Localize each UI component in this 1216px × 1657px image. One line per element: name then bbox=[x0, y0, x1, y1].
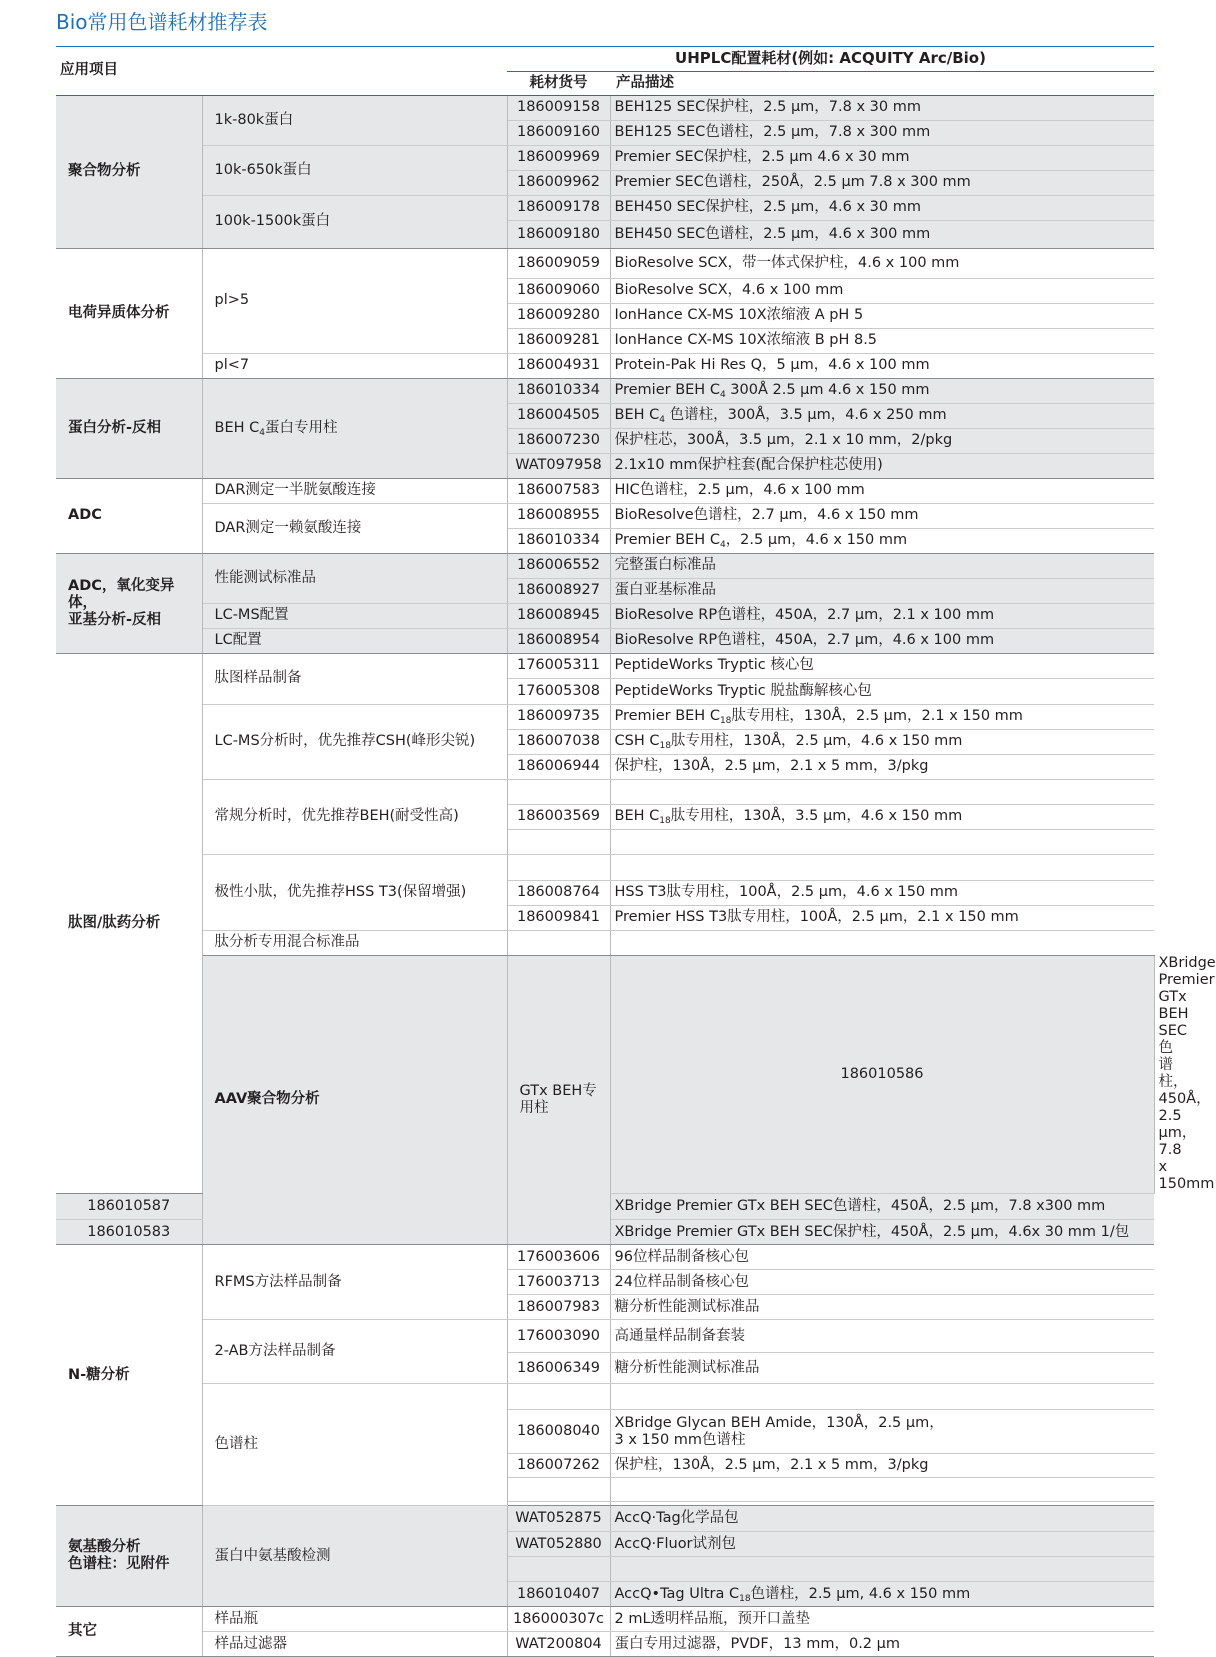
application-cell: pl>5 bbox=[202, 248, 507, 353]
table-row bbox=[56, 628, 1154, 653]
description-cell: Premier SEC保护柱，2.5 μm 4.6 x 30 mm bbox=[610, 145, 1154, 170]
description-cell: Premier HSS T3肽专用柱，100Å，2.5 μm，2.1 x 150 mm bbox=[610, 905, 1154, 930]
part-number-cell: 186008764 bbox=[507, 880, 610, 905]
part-number-cell: 186009735 bbox=[507, 704, 610, 729]
part-number-cell: 176003606 bbox=[507, 1245, 610, 1270]
application-cell: 2-AB方法样品制备 bbox=[202, 1320, 507, 1384]
application-cell: pl<7 bbox=[202, 353, 507, 378]
application-cell: 肽图样品制备 bbox=[202, 653, 507, 704]
description-cell: 2 mL透明样品瓶，预开口盖垫 bbox=[610, 1607, 1154, 1632]
column-header-description: 产品描述 bbox=[610, 71, 1154, 95]
application-cell: 1k-80k蛋白 bbox=[202, 95, 507, 145]
table-row bbox=[56, 1632, 1154, 1657]
category-cell: 蛋白分析-反相 bbox=[56, 378, 202, 478]
part-number-cell bbox=[507, 1557, 610, 1582]
part-number-cell: 186009178 bbox=[507, 195, 610, 220]
category-cell: N-糖分析 bbox=[56, 1245, 202, 1506]
part-number-cell: 186010334 bbox=[507, 378, 610, 403]
part-number-cell: 186008040 bbox=[507, 1410, 610, 1454]
description-cell: 保护柱，130Å，2.5 μm，2.1 x 5 mm，3/pkg bbox=[610, 1454, 1154, 1478]
description-cell: PeptideWorks Tryptic 脱盐酶解核心包 bbox=[610, 678, 1154, 704]
application-cell: 样品过滤器 bbox=[202, 1632, 507, 1657]
part-number-cell: 186006552 bbox=[507, 553, 610, 578]
table-row bbox=[56, 478, 1154, 503]
table-row bbox=[56, 503, 1154, 528]
part-number-cell bbox=[507, 854, 610, 880]
description-cell: CSH $C_{18}$肽专用柱，130Å，2.5 μm，4.6 x 150 mm bbox=[610, 729, 1154, 754]
description-cell bbox=[610, 854, 1154, 880]
description-cell bbox=[610, 1478, 1154, 1502]
description-cell: IonHance CX-MS 10X浓缩液 B pH 8.5 bbox=[610, 328, 1154, 353]
part-number-cell bbox=[507, 779, 610, 804]
part-number-cell: 186010583 bbox=[56, 1220, 202, 1245]
part-number-cell: 186008955 bbox=[507, 503, 610, 528]
description-cell: BioResolve SCX，带一体式保护柱，4.6 x 100 mm bbox=[610, 248, 1154, 278]
category-cell: AAV聚合物分析 bbox=[202, 955, 507, 1245]
table-row: AAV聚合物分析 GTx BEH专用柱 186010586 XBridge Premier GTx BEH SEC色谱柱，450Å，2.5 μm，7.8 x 150mm bbox=[56, 955, 1154, 1194]
table-row bbox=[56, 1384, 1154, 1410]
description-cell: 保护柱，130Å，2.5 μm，2.1 x 5 mm，3/pkg bbox=[610, 754, 1154, 779]
description-cell: BEH $C_4$ 色谱柱，300Å，3.5 μm，4.6 x 250 mm bbox=[610, 403, 1154, 428]
description-cell bbox=[610, 779, 1154, 804]
part-number-cell bbox=[507, 1478, 610, 1502]
application-cell: RFMS方法样品制备 bbox=[202, 1245, 507, 1320]
description-cell: 保护柱芯，300Å，3.5 μm，2.1 x 10 mm，2/pkg bbox=[610, 428, 1154, 453]
description-cell bbox=[610, 930, 1154, 955]
description-cell: 糖分析性能测试标准品 bbox=[610, 1295, 1154, 1320]
part-number-cell: 186009160 bbox=[507, 120, 610, 145]
application-cell: 性能测试标准品 bbox=[202, 553, 507, 603]
description-cell: 96位样品制备核心包 bbox=[610, 1245, 1154, 1270]
part-number-cell: WAT097958 bbox=[507, 453, 610, 478]
table-row bbox=[56, 779, 1154, 804]
description-cell: 蛋白专用过滤器，PVDF，13 mm，0.2 μm bbox=[610, 1632, 1154, 1657]
application-cell: DAR测定一半胱氨酸连接 bbox=[202, 478, 507, 503]
application-cell: 极性小肽，优先推荐HSS T3(保留增强) bbox=[202, 854, 507, 930]
description-cell: BioResolve RP色谱柱，450A，2.7 μm，2.1 x 100 mm bbox=[610, 603, 1154, 628]
description-cell: IonHance CX-MS 10X浓缩液 A pH 5 bbox=[610, 303, 1154, 328]
application-cell: LC配置 bbox=[202, 628, 507, 653]
table-row bbox=[56, 195, 1154, 220]
table-row bbox=[56, 145, 1154, 170]
part-number-cell: 186010334 bbox=[507, 528, 610, 553]
description-cell: BEH125 SEC色谱柱，2.5 μm，7.8 x 300 mm bbox=[610, 120, 1154, 145]
part-number-cell: WAT052875 bbox=[507, 1506, 610, 1532]
part-number-cell: 186009969 bbox=[507, 145, 610, 170]
part-number-cell: 186010586 bbox=[610, 955, 1154, 1194]
application-cell: 蛋白中氨基酸检测 bbox=[202, 1506, 507, 1607]
description-cell: BioResolve SCX，4.6 x 100 mm bbox=[610, 278, 1154, 303]
application-cell: 常规分析时，优先推荐BEH(耐受性高) bbox=[202, 779, 507, 854]
part-number-cell: 186008954 bbox=[507, 628, 610, 653]
table-row bbox=[56, 1506, 1154, 1532]
part-number-cell: 176003713 bbox=[507, 1270, 610, 1295]
table-row bbox=[56, 854, 1154, 880]
description-cell: 完整蛋白标准品 bbox=[610, 553, 1154, 578]
description-cell: AccQ·Tag化学品包 bbox=[610, 1506, 1154, 1532]
description-cell: BEH450 SEC色谱柱，2.5 μm，4.6 x 300 mm bbox=[610, 220, 1154, 248]
description-cell: XBridge Glycan BEH Amide，130Å，2.5 μm， 3 x 150 mm色谱柱 bbox=[610, 1410, 1154, 1454]
description-cell: XBridge Premier GTx BEH SEC色谱柱，450Å，2.5 μm，7.8 x300 mm bbox=[610, 1194, 1154, 1220]
description-cell: BEH $C_{18}$肽专用柱，130Å，3.5 μm，4.6 x 150 mm bbox=[610, 804, 1154, 829]
consumables-table bbox=[56, 47, 1216, 1657]
category-cell: 电荷异质体分析 bbox=[56, 248, 202, 378]
description-cell: 24位样品制备核心包 bbox=[610, 1270, 1154, 1295]
table-row bbox=[56, 353, 1154, 378]
category-cell: 其它 bbox=[56, 1607, 202, 1657]
part-number-cell: 176005308 bbox=[507, 678, 610, 704]
description-cell: AccQ·Fluor试剂包 bbox=[610, 1532, 1154, 1557]
table-row bbox=[56, 1607, 1154, 1632]
description-cell: 2.1x10 mm保护柱套(配合保护柱芯使用) bbox=[610, 453, 1154, 478]
application-cell: 色谱柱 bbox=[202, 1384, 507, 1506]
table-row bbox=[56, 603, 1154, 628]
category-cell: 聚合物分析 bbox=[56, 95, 202, 248]
part-number-cell: 186009841 bbox=[507, 905, 610, 930]
column-header-application: 应用项目 bbox=[56, 47, 202, 95]
part-number-cell bbox=[507, 829, 610, 854]
part-number-cell: 186010587 bbox=[56, 1194, 202, 1220]
category-cell: 肽图/肽药分析 bbox=[56, 653, 202, 1194]
description-cell: AccQ•Tag Ultra $C_{18}$色谱柱，2.5 μm, 4.6 x 150 mm bbox=[610, 1582, 1154, 1607]
part-number-cell: 186007983 bbox=[507, 1295, 610, 1320]
table-row bbox=[56, 553, 1154, 578]
table-row bbox=[56, 378, 1154, 403]
table-row bbox=[56, 653, 1154, 678]
application-cell: 样品瓶 bbox=[202, 1607, 507, 1632]
description-cell: Premier BEH $C_4$ 300Å 2.5 μm 4.6 x 150 mm bbox=[610, 378, 1154, 403]
description-cell: 高通量样品制备套装 bbox=[610, 1320, 1154, 1353]
description-cell: XBridge Premier GTx BEH SEC保护柱，450Å，2.5 μm，4.6x 30 mm 1/包 bbox=[610, 1220, 1154, 1245]
description-cell: BioResolve色谱柱，2.7 μm，4.6 x 150 mm bbox=[610, 503, 1154, 528]
application-cell: 10k-650k蛋白 bbox=[202, 145, 507, 195]
part-number-cell: 186009060 bbox=[507, 278, 610, 303]
description-cell: BEH450 SEC保护柱，2.5 μm，4.6 x 30 mm bbox=[610, 195, 1154, 220]
description-cell: 糖分析性能测试标准品 bbox=[610, 1353, 1154, 1384]
description-cell: Premier BEH $C_{18}$肽专用柱，130Å，2.5 μm，2.1 x 150 mm bbox=[610, 704, 1154, 729]
description-cell bbox=[610, 1557, 1154, 1582]
application-cell: LC-MS配置 bbox=[202, 603, 507, 628]
part-number-cell: 186009059 bbox=[507, 248, 610, 278]
part-number-cell bbox=[507, 1384, 610, 1410]
column-header-part-number: 耗材货号 bbox=[507, 71, 610, 95]
table-row bbox=[56, 1320, 1154, 1353]
part-number-cell: 186009962 bbox=[507, 170, 610, 195]
description-cell: Premier BEH $C_4$，2.5 μm，4.6 x 150 mm bbox=[610, 528, 1154, 553]
description-cell: 蛋白亚基标准品 bbox=[610, 578, 1154, 603]
application-cell: LC-MS分析时，优先推荐CSH(峰形尖锐) bbox=[202, 704, 507, 779]
part-number-cell: 186007583 bbox=[507, 478, 610, 503]
part-number-cell: 186004931 bbox=[507, 353, 610, 378]
category-cell: ADC，氧化变异 体， 亚基分析-反相 bbox=[56, 553, 202, 653]
part-number-cell: 186006349 bbox=[507, 1353, 610, 1384]
part-number-cell: 186009180 bbox=[507, 220, 610, 248]
description-cell: PeptideWorks Tryptic 核心包 bbox=[610, 653, 1154, 678]
application-cell: GTx BEH专用柱 bbox=[507, 955, 610, 1245]
category-cell: 氨基酸分析 色谱柱：见附件 bbox=[56, 1506, 202, 1607]
table-row bbox=[56, 95, 1154, 120]
description-cell: Protein-Pak Hi Res Q，5 μm，4.6 x 100 mm bbox=[610, 353, 1154, 378]
part-number-cell: 186009281 bbox=[507, 328, 610, 353]
part-number-cell: 186010407 bbox=[507, 1582, 610, 1607]
part-number-cell bbox=[507, 930, 610, 955]
part-number-cell: 186008927 bbox=[507, 578, 610, 603]
part-number-cell: 186009280 bbox=[507, 303, 610, 328]
part-number-cell: 186007262 bbox=[507, 1454, 610, 1478]
application-cell: DAR测定一赖氨酸连接 bbox=[202, 503, 507, 553]
part-number-cell: WAT052880 bbox=[507, 1532, 610, 1557]
page-title: Bio常用色谱耗材推荐表 bbox=[56, 10, 268, 34]
description-cell bbox=[610, 1384, 1154, 1410]
column-group-header: UHPLC配置耗材(例如: ACQUITY Arc/Bio) bbox=[507, 47, 1154, 71]
part-number-cell: 186008945 bbox=[507, 603, 610, 628]
part-number-cell: 186006944 bbox=[507, 754, 610, 779]
part-number-cell: 186009158 bbox=[507, 95, 610, 120]
description-cell: HIC色谱柱，2.5 μm，4.6 x 100 mm bbox=[610, 478, 1154, 503]
column-header-subapp bbox=[202, 47, 507, 95]
description-cell: BioResolve RP色谱柱，450A，2.7 μm，4.6 x 100 mm bbox=[610, 628, 1154, 653]
part-number-cell: 186004505 bbox=[507, 403, 610, 428]
application-cell: 100k-1500k蛋白 bbox=[202, 195, 507, 248]
category-cell: ADC bbox=[56, 478, 202, 553]
application-cell: BEH $C_4$蛋白专用柱 bbox=[202, 378, 507, 478]
description-cell bbox=[610, 829, 1154, 854]
description-cell: Premier SEC色谱柱，250Å，2.5 μm 7.8 x 300 mm bbox=[610, 170, 1154, 195]
part-number-cell: 176003090 bbox=[507, 1320, 610, 1353]
part-number-cell: 186000307c bbox=[507, 1607, 610, 1632]
table-row bbox=[56, 930, 1154, 955]
part-number-cell: 186007038 bbox=[507, 729, 610, 754]
part-number-cell: WAT200804 bbox=[507, 1632, 610, 1657]
table-row bbox=[56, 704, 1154, 729]
part-number-cell: 176005311 bbox=[507, 653, 610, 678]
description-cell: BEH125 SEC保护柱，2.5 μm，7.8 x 30 mm bbox=[610, 95, 1154, 120]
table-row bbox=[56, 1245, 1154, 1270]
part-number-cell: 186003569 bbox=[507, 804, 610, 829]
part-number-cell: 186007230 bbox=[507, 428, 610, 453]
application-cell: 肽分析专用混合标准品 bbox=[202, 930, 507, 955]
table-row bbox=[56, 248, 1154, 278]
description-cell: HSS T3肽专用柱，100Å，2.5 μm，4.6 x 150 mm bbox=[610, 880, 1154, 905]
